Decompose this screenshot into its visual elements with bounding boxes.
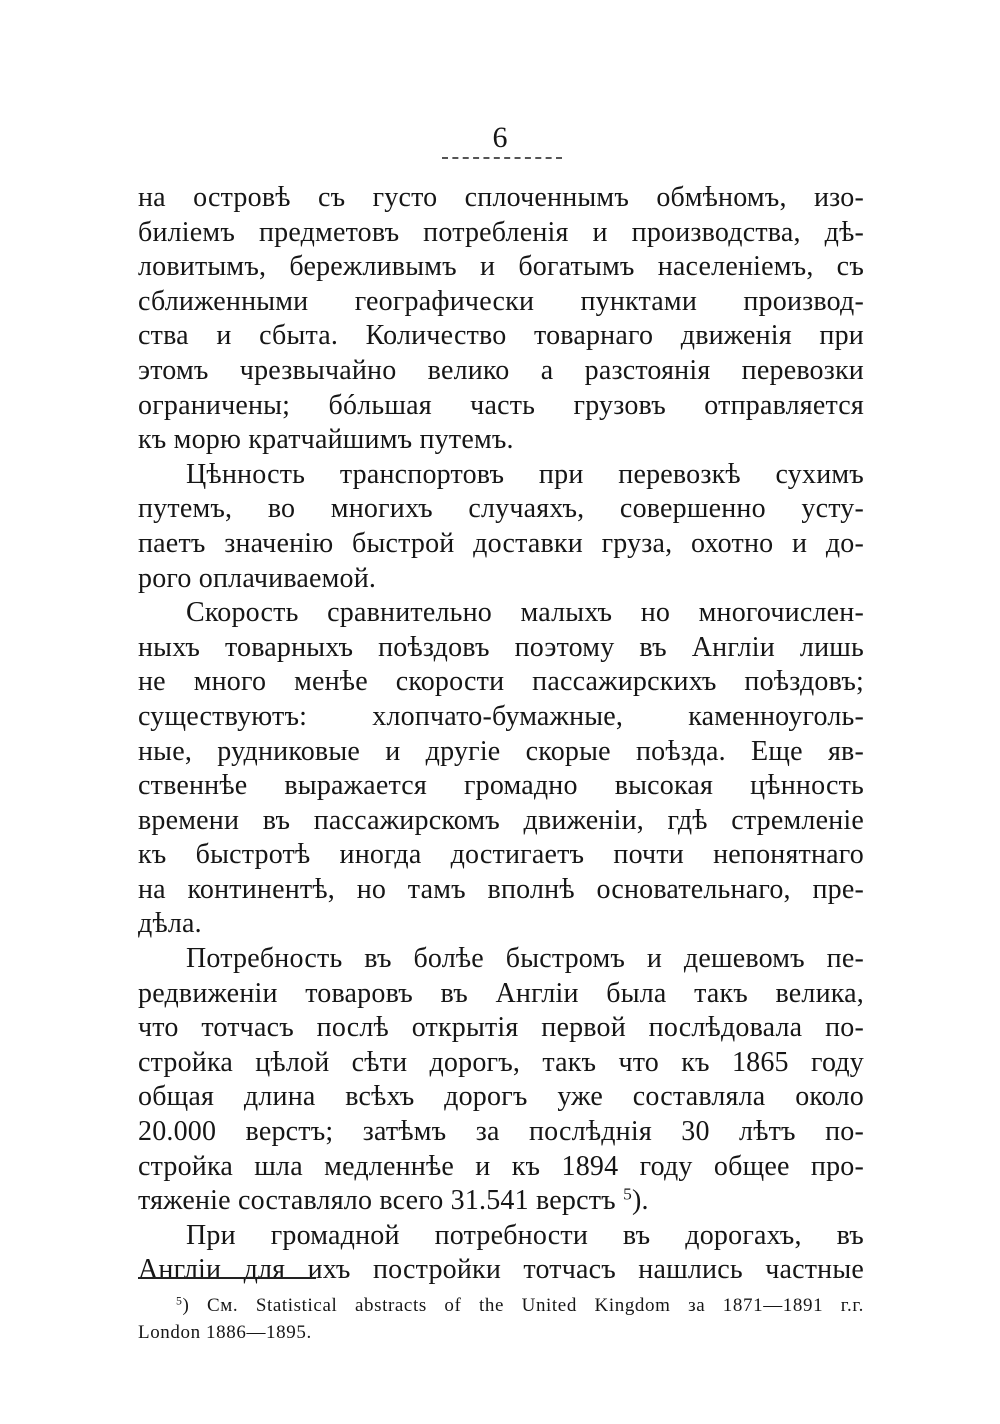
footnote-marker-close: ) (182, 1295, 190, 1316)
paragraph-3 (138, 596, 864, 942)
text-line: 20.000 верстъ; затѣмъ за послѣднія 30 лѣтъ по- (138, 1116, 864, 1148)
text-line: ограничены; бóльшая часть грузовъ отправляется (138, 389, 864, 421)
text-line: рого оплачиваемой. (138, 562, 377, 594)
text-line: путемъ, во многихъ случаяхъ, совершенно усту- (138, 493, 864, 525)
text-line: къ быстротѣ иногда достигаетъ почти непонятнаго (138, 839, 864, 871)
text-line: стройка шла медленнѣе и къ 1894 году общее про- (138, 1150, 864, 1182)
header-rule (442, 157, 562, 159)
text-line: ныхъ товарныхъ поѣздовъ поэтому въ Англіи лишь (138, 631, 864, 663)
paragraph-4 (138, 942, 864, 1219)
text-line: Скорость сравнительно малыхъ но многочислен- (186, 597, 864, 629)
text-line: паетъ значенію быстрой доставки груза, охотно и до- (138, 527, 864, 559)
text-line: ственнѣе выражается громадно высокая цѣнность (138, 770, 864, 802)
text-line: дѣла. (138, 908, 202, 940)
body-text (138, 181, 864, 1288)
text-fragment: ). (631, 1185, 649, 1217)
text-line: общая длина всѣхъ дорогъ уже составляла около (138, 1081, 864, 1113)
text-line-with-footnote-ref (138, 1184, 864, 1219)
footnote-reference[interactable]: 5 (623, 1184, 632, 1204)
footnote-line (138, 1292, 864, 1319)
footnote-line: London 1886—1895. (138, 1322, 312, 1343)
text-line: не много менѣе скорости пассажирскихъ поѣздовъ; (138, 666, 864, 698)
page-number: 6 (492, 121, 508, 154)
text-line: на континентѣ, но тамъ вполнѣ основательнаго, пре- (138, 873, 864, 905)
text-line: ловитымъ, бережливымъ и богатымъ населеніемъ, съ (138, 251, 864, 283)
text-line: биліемъ предметовъ потребленія и производства, дѣ- (138, 216, 864, 248)
text-fragment: тяженіе составляло всего 31.541 верстъ (138, 1185, 616, 1217)
footnote (138, 1292, 864, 1346)
text-line: сближенными географически пунктами производ- (138, 285, 864, 317)
text-line: ства и сбыта. Количество товарнаго движенія при (138, 320, 864, 352)
footnote-rule (138, 1277, 316, 1279)
text-line: редвиженіи товаровъ въ Англіи была такъ велика, (138, 977, 864, 1009)
text-line: Потребность въ болѣе быстромъ и дешевомъ пе- (186, 943, 864, 975)
paragraph-1 (138, 181, 864, 458)
text-line: этомъ чрезвычайно велико а разстоянія перевозки (138, 354, 864, 386)
text-line: Англіи для ихъ постройки тотчасъ нашлись частные (138, 1254, 864, 1286)
footnote-marker: 5 (176, 1294, 183, 1308)
text-line: къ морю кратчайшимъ путемъ. (138, 424, 514, 456)
text-line: стройка цѣлой сѣти дорогъ, такъ что къ 1865 году (138, 1046, 864, 1078)
text-line: Цѣнность транспортовъ при перевозкѣ сухимъ (186, 458, 864, 490)
text-line: ные, рудниковые и другіе скорые поѣзда. Еще яв- (138, 735, 864, 767)
text-line: существуютъ: хлопчато-бумажные, каменноуголь- (138, 700, 864, 732)
footnote-text: См. Statistical abstracts of the United Kingdom за 1871—1891 г.г. (207, 1295, 864, 1316)
text-line: При громадной потребности въ дорогахъ, въ (186, 1219, 864, 1251)
text-line: времени въ пассажирскомъ движеніи, гдѣ стремленіе (138, 804, 864, 836)
text-line: что тотчасъ послѣ открытія первой послѣдовала по- (138, 1012, 864, 1044)
paragraph-2 (138, 458, 864, 596)
text-line: на островѣ съ густо сплоченнымъ обмѣномъ, изо- (138, 182, 864, 213)
